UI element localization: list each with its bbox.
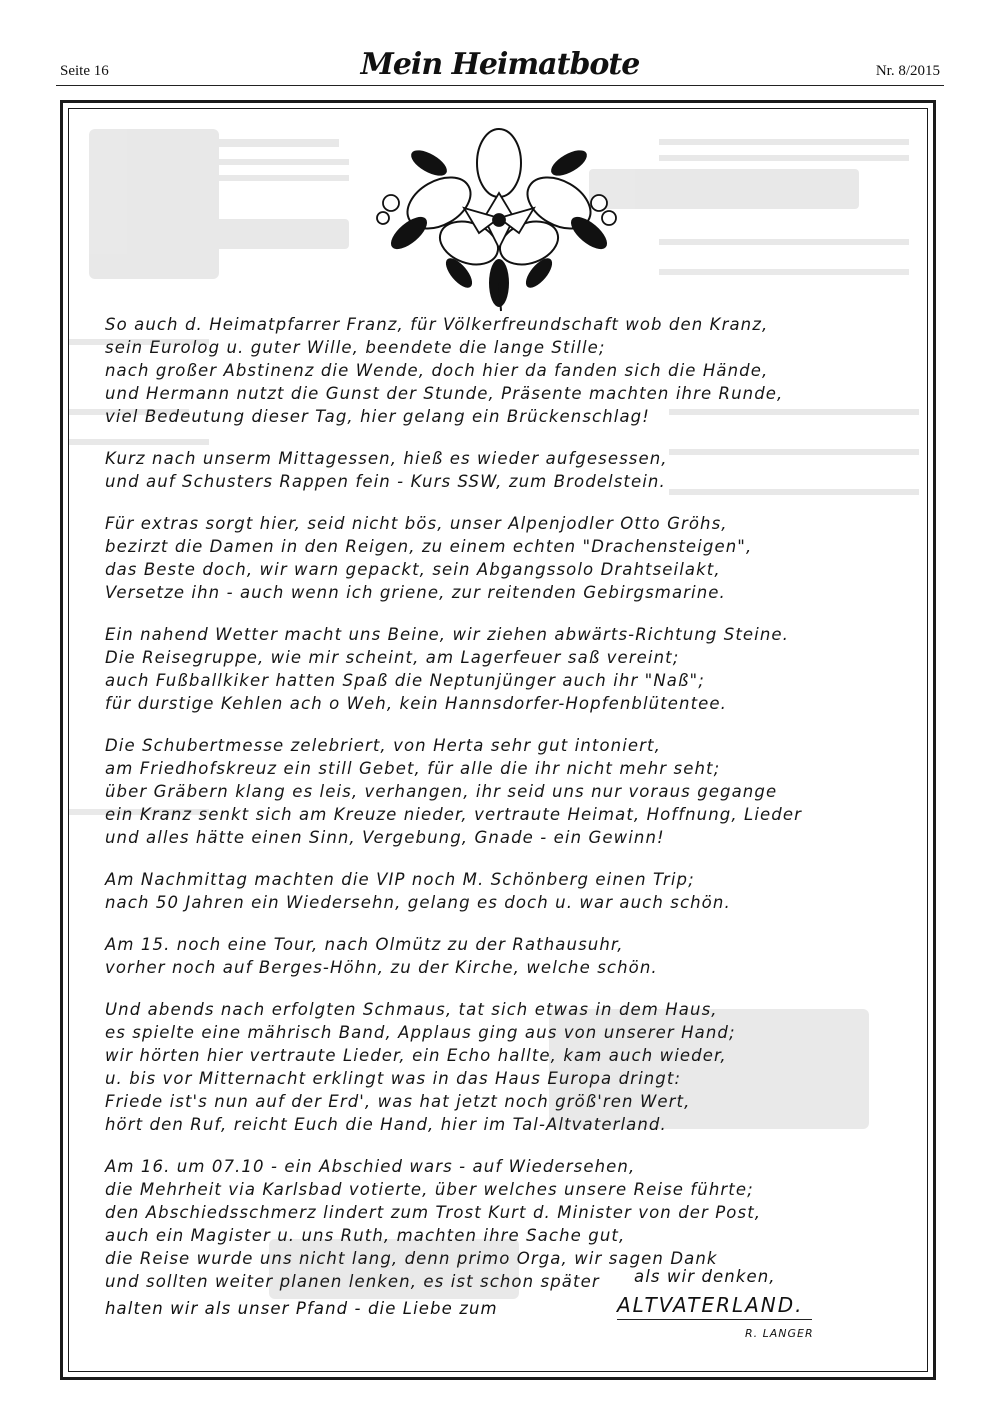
poem-line: nach großer Abstinenz die Wende, doch hier da fanden sich die Hände, bbox=[105, 361, 769, 380]
poem-line: auch Fußballkiker hatten Spaß die Neptunjünger auch ihr "Naß"; bbox=[105, 671, 705, 690]
poem-line: Ein nahend Wetter macht uns Beine, wir ziehen abwärts-Richtung Steine. bbox=[105, 625, 790, 644]
title-underline bbox=[617, 1319, 812, 1320]
poem-line: und sollten weiter planen lenken, es ist schon später bbox=[105, 1272, 600, 1291]
poem-line: und auf Schusters Rappen fein - Kurs SSW, zum Brodelstein. bbox=[105, 472, 666, 491]
poem-stanza bbox=[105, 1155, 905, 1293]
poem-final-line: halten wir als unser Pfand - die Liebe zum bbox=[105, 1299, 498, 1318]
page-header bbox=[56, 38, 944, 86]
poem-line: Am Nachmittag machten die VIP noch M. Schönberg einen Trip; bbox=[105, 870, 695, 889]
poem-line: und Hermann nutzt die Gunst der Stunde, Präsente machten ihre Runde, bbox=[105, 384, 784, 403]
poem-stanza bbox=[105, 998, 905, 1136]
poem-stanza bbox=[105, 447, 905, 493]
poem-line: Für extras sorgt hier, seid nicht bös, unser Alpenjodler Otto Gröhs, bbox=[105, 514, 728, 533]
poem-line: über Gräbern klang es leis, verhangen, ihr seid uns nur voraus gegange bbox=[105, 782, 778, 801]
poem-line: Und abends nach erfolgten Schmaus, tat sich etwas in dem Haus, bbox=[105, 1000, 718, 1019]
poem-stanza bbox=[105, 933, 905, 979]
poem-stanza bbox=[105, 734, 905, 849]
page-number: Seite 16 bbox=[60, 63, 109, 79]
poem-line: am Friedhofskreuz ein still Gebet, für alle die ihr nicht mehr seht; bbox=[105, 759, 721, 778]
poem-line: hört den Ruf, reicht Euch die Hand, hier im Tal-Altvaterland. bbox=[105, 1115, 667, 1134]
poem-line: Am 15. noch eine Tour, nach Olmütz zu der Rathausuhr, bbox=[105, 935, 624, 954]
author-signature: R. LANGER bbox=[745, 1327, 814, 1340]
poem-line: bezirzt die Damen in den Reigen, zu einem echten "Drachensteigen", bbox=[105, 537, 753, 556]
poem-line: vorher noch auf Berges-Höhn, zu der Kirche, welche schön. bbox=[105, 958, 658, 977]
poem-stanza bbox=[105, 313, 905, 428]
poem-frame bbox=[68, 108, 928, 1372]
flower-bouquet-illustration bbox=[369, 123, 629, 313]
poem-line: Friede ist's nun auf der Erd', was hat jetzt noch größ'ren Wert, bbox=[105, 1092, 691, 1111]
poem-line: die Reise wurde uns nicht lang, denn primo Orga, wir sagen Dank bbox=[105, 1249, 718, 1268]
poem-line: sein Eurolog u. guter Wille, beendete die lange Stille; bbox=[105, 338, 606, 357]
poem-line: Kurz nach unserm Mittagessen, hieß es wieder aufgesessen, bbox=[105, 449, 668, 468]
poem-line: für durstige Kehlen ach o Weh, kein Hannsdorfer-Hopfenblütentee. bbox=[105, 694, 728, 713]
poem-line: Am 16. um 07.10 - ein Abschied wars - auf Wiedersehen, bbox=[105, 1157, 636, 1176]
poem-line: das Beste doch, wir warn gepackt, sein Abgangssolo Drahtseilakt, bbox=[105, 560, 721, 579]
poem-line: den Abschiedsschmerz lindert zum Trost Kurt d. Minister von der Post, bbox=[105, 1203, 762, 1222]
poem-line: die Mehrheit via Karlsbad votierte, über welches unsere Reise führte; bbox=[105, 1180, 754, 1199]
poem-line: wir hörten hier vertraute Lieder, ein Echo hallte, kam auch wieder, bbox=[105, 1046, 727, 1065]
poem-line: So auch d. Heimatpfarrer Franz, für Völkerfreundschaft wob den Kranz, bbox=[105, 315, 769, 334]
poem-line: auch ein Magister u. uns Ruth, machten ihre Sache gut, bbox=[105, 1226, 626, 1245]
poem-line: viel Bedeutung dieser Tag, hier gelang ein Brückenschlag! bbox=[105, 407, 650, 426]
poem-stanza bbox=[105, 512, 905, 604]
newspaper-masthead: Mein Heimatbote bbox=[360, 47, 640, 82]
poem-closing-line: als wir denken, bbox=[634, 1267, 776, 1286]
poem-line: nach 50 Jahren ein Wiedersehn, gelang es doch u. war auch schön. bbox=[105, 893, 731, 912]
poem-closing-title: ALTVATERLAND. bbox=[617, 1293, 804, 1317]
poem-line: u. bis vor Mitternacht erklingt was in das Haus Europa dringt: bbox=[105, 1069, 682, 1088]
header-rule bbox=[56, 85, 944, 86]
poem-line: Versetze ihn - auch wenn ich griene, zur reitenden Gebirgsmarine. bbox=[105, 583, 726, 602]
issue-number: Nr. 8/2015 bbox=[875, 63, 940, 79]
poem-line: Die Schubertmesse zelebriert, von Herta sehr gut intoniert, bbox=[105, 736, 661, 755]
poem-line: und alles hätte einen Sinn, Vergebung, Gnade - ein Gewinn! bbox=[105, 828, 665, 847]
poem-line: es spielte eine mährisch Band, Applaus ging aus von unserer Hand; bbox=[105, 1023, 736, 1042]
poem-line: Die Reisegruppe, wie mir scheint, am Lagerfeuer saß vereint; bbox=[105, 648, 680, 667]
poem-stanza bbox=[105, 868, 905, 914]
poem-body bbox=[105, 313, 905, 1312]
poem-line: ein Kranz senkt sich am Kreuze nieder, vertraute Heimat, Hoffnung, Lieder bbox=[105, 805, 802, 824]
poem-stanza bbox=[105, 623, 905, 715]
